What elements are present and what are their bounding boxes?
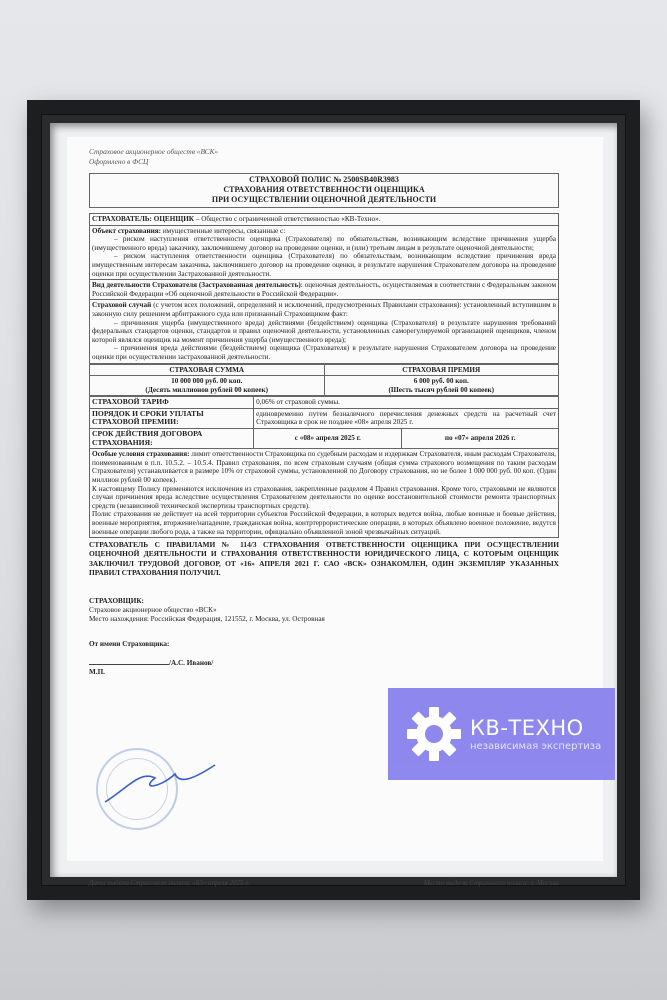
issue-place: Место выдачи Страхового полиса: г. Москва xyxy=(423,879,559,887)
premium-cell xyxy=(324,376,559,396)
object-item-1: – риском наступления ответственности оценщика (Страхователя) по обязательствам, возникающим вследствие причинения ущерба (имущественного вреда) заказчику, заключившему договор на проведение оценки, и (или) третьим лицам в результате оценочной деятельности; xyxy=(92,235,556,252)
object-item-2: – риском наступления ответственности оценщика (Страхователя) по обязательствам, возникающим вследствие причинения вреда имущественным интересам заказчика, заключившего договор на проведение оценки, в результате нарушения Страхователем договора на проведение оценки при осуществлении Застрахованной деятельности. xyxy=(92,252,556,278)
sum-cell xyxy=(90,376,325,396)
document-footer xyxy=(89,879,559,888)
signature-scribble xyxy=(100,760,220,810)
signature xyxy=(89,664,169,665)
object-label: Объект страхования: xyxy=(92,226,162,235)
tariff-value: 0,06% от страховой суммы. xyxy=(254,397,559,409)
premium-value: 6 000 руб. 00 коп. xyxy=(413,377,469,386)
sum-header: СТРАХОВАЯ СУММА xyxy=(90,364,325,376)
term-label: СРОК ДЕЙСТВИЯ ДОГОВОРА СТРАХОВАНИЯ: xyxy=(90,429,254,449)
payment-label: ПОРЯДОК И СРОКИ УПЛАТЫ СТРАХОВОЙ ПРЕМИИ: xyxy=(90,408,254,428)
watermark-title: КВ-ТЕХНО xyxy=(470,715,584,740)
sum-premium-table xyxy=(89,364,559,397)
policy-number: СТРАХОВОЙ ПОЛИС № 2500SB40R3983 xyxy=(249,175,399,184)
policy-title xyxy=(89,173,559,208)
insured-event-row xyxy=(90,300,559,363)
insured-value: – Общество с ограниченной ответственностью «КВ-Техно». xyxy=(194,215,381,223)
insured-event-item-1: – причинения ущерба (имущественного вреда) действиями (бездействием) оценщика (Страхователя) в результате нарушения требований федеральных стандартов оценки, стандартов и правил оценочной деятельности, установленных саморегулируемой организацией оценщиков, членом которой являлся оценщик на момент причинения ущерба (имущественного вреда); xyxy=(92,318,556,344)
term-from: с «08» апреля 2025 г. xyxy=(254,429,402,449)
activity-row xyxy=(90,280,559,300)
activity-text: : оценочная деятельность, осуществляемая в соответствии с Федеральным законом Российской Федерации «Об оценочной деятельности в Российской Федерации». xyxy=(92,281,557,298)
insurer-address: Место нахождения: Российская Федерация, 121552, г. Москва, ул. Островная xyxy=(89,615,325,623)
exclusions-text: К настоящему Полису применяются исключения из страхования, закрепленные разделом 4 Правил страхования. Кроме того, страховыми не являются случаи причинения вреда вследствие осуществления Страхователем деятельности по оценке восстановительной стоимости ремонта транспортных средств (независимой технической экспертизы транспортных средств). xyxy=(92,484,556,510)
insurer-name: Страховое акционерное общество «ВСК» xyxy=(89,606,217,614)
premium-header: СТРАХОВАЯ ПРЕМИЯ xyxy=(324,364,559,376)
signatory-name: /А.С. Иванов/ xyxy=(169,659,214,667)
insurer-label: СТРАХОВЩИК: xyxy=(89,597,144,605)
on-behalf-label: От имени Страховщика: xyxy=(89,640,170,648)
insured-row xyxy=(90,214,559,226)
issuer-header xyxy=(89,147,559,167)
special-conditions-text: лимит ответственности Страховщика по судебным расходам и издержкам Страхователя, иным расходам Страхователя, поименованным в п.п. 10.5.2. – 10.5.4. Правил страхования, по всем страховым случаям (общая сумма страхового возмещения по таким расходам Страхователя) устанавливается в размере 10% от страховой суммы, установленной по Договору страхования, но не более 1 000 000 руб. 00 коп. (Один миллион рублей 00 копеек). xyxy=(92,450,556,485)
territory-text: Полис страхования не действует на всей территории субъектов Российской Федерации, в которых ведется война, любые военные и боевые действия, военные мероприятия, вторжение/нападение, гражданская война, контртеррористические операции, в которых объявлено военное положение, ведутся военные операции любого рода, а также на территории, официально объявленной зоной чрезвычайных ситуаций. xyxy=(92,510,556,536)
signature-line xyxy=(89,659,559,668)
special-conditions-label: Особые условия страхования: xyxy=(92,450,190,459)
term-to: по «07» апреля 2026 г. xyxy=(402,429,559,449)
insured-event-text: (с учетом всех положений, определений и исключений, предусмотренных Правилами страхования): установленный вступившим в законную силу решением арбитражного суда или признанный Страховщиком факт: xyxy=(92,301,556,318)
rules-acknowledgement: СТРАХОВАТЕЛЬ С ПРАВИЛАМИ № 114/3 СТРАХОВАНИЯ ОТВЕТСТВЕННОСТИ ОЦЕНЩИКА ПРИ ОСУЩЕСТВЛЕНИИ ОЦЕНОЧНОЙ ДЕЯТЕЛЬНОСТИ И СТРАХОВАНИЯ ОТВЕТСТВЕННОСТИ ЮРИДИЧЕСКОГО ЛИЦА, С КОТОРЫМ ОЦЕНЩИК ЗАКЛЮЧИЛ ТРУДОВОЙ ДОГОВОР, ОТ «16» АПРЕЛЯ 2021 Г. САО «ВСК» ОЗНАКОМЛЕН, ОДИН ЭКЗЕМПЛЯР УКАЗАННЫХ ПРАВИЛ СТРАХОВАНИЯ ПОЛУЧИЛ. xyxy=(89,540,559,577)
object-text: имущественные интересы, связанные с: xyxy=(161,226,286,235)
tariff-label: СТРАХОВОЙ ТАРИФ xyxy=(90,397,254,409)
insurer-block xyxy=(89,597,559,677)
seal-label: М.П. xyxy=(89,668,105,676)
policy-title-line-2: СТРАХОВАНИЯ ОТВЕТСТВЕННОСТИ ОЦЕНЩИКА xyxy=(223,185,425,194)
issuer-line-2: Оформлено в ФСЦ xyxy=(89,157,149,166)
issue-date: Дата выдачи Страхового полиса: «03» апреля 2025 г. xyxy=(89,879,250,887)
payment-text: единовременно путем безналичного перечисления денежных средств на расчетный счет Страховщика в срок не позднее «08» апреля 2025 г. xyxy=(254,408,559,428)
issuer-line-1: Страховое акционерное обществ «ВСК» xyxy=(89,147,219,156)
policy-title-line-3: ПРИ ОСУЩЕСТВЛЕНИИ ОЦЕНОЧНОЙ ДЕЯТЕЛЬНОСТИ xyxy=(211,195,437,204)
watermark-subtitle: независимая экспертиза xyxy=(470,740,602,752)
insured-event-item-2: – причинения вреда действиями (бездействием) оценщика (Страхователя) в результате нарушения Страхователем договора на проведение оценки при осуществлении застрахованной деятельности. xyxy=(92,344,556,361)
kv-techno-watermark xyxy=(388,688,615,780)
activity-label: Вид деятельности Страхователя (Застрахованная деятельность) xyxy=(92,281,301,290)
watermark-text xyxy=(470,716,601,753)
insured-label: СТРАХОВАТЕЛЬ: ОЦЕНЩИК xyxy=(92,215,195,223)
tariff-payment-table xyxy=(89,396,559,538)
sum-words: (Десять миллионов рублей 00 копеек) xyxy=(145,385,269,394)
premium-words: (Шесть тысяч рублей 00 копеек) xyxy=(388,385,495,394)
object-row xyxy=(90,225,559,280)
special-conditions-row xyxy=(90,449,559,538)
sum-value: 10 000 000 руб. 00 коп. xyxy=(171,377,243,386)
insured-event-label: Страховой случай xyxy=(92,301,152,310)
policy-terms-table xyxy=(89,213,559,364)
gear-icon xyxy=(406,706,462,762)
